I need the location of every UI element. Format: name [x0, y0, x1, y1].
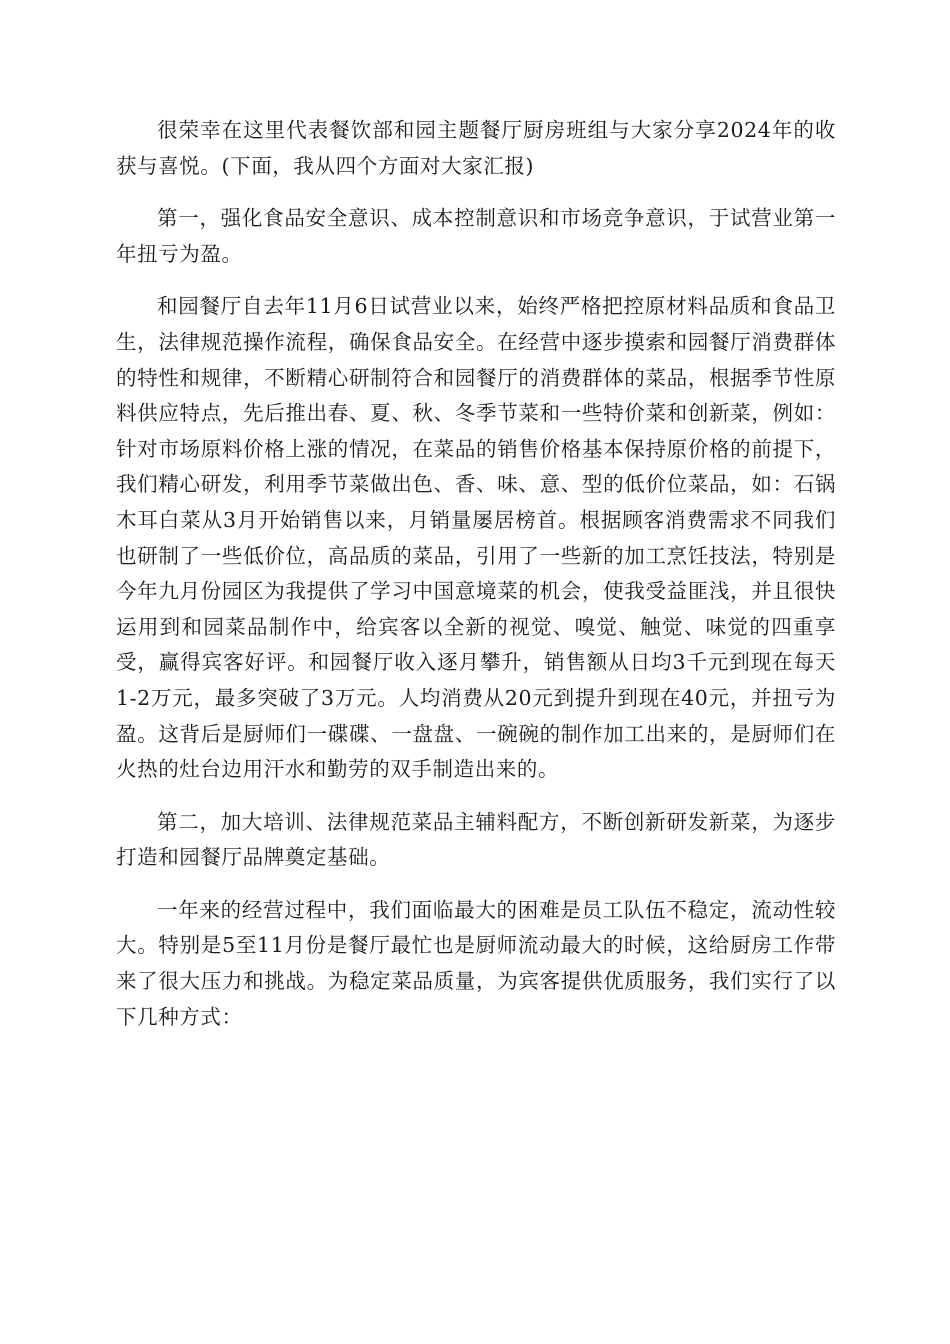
document-body — [116, 113, 836, 1052]
paragraph-point-one-body: 和园餐厅自去年11月6日试营业以来，始终严格把控原材料品质和食品卫生，法律规范操作流程，确保食品安全。在经营中逐步摸索和园餐厅消费群体的特性和规律，不断精心研制符合和园餐厅的消费群体的菜品，根据季节性原料供应特点，先后推出春、夏、秋、冬季节菜和一些特价菜和创新菜，例如：针对市场原料价格上涨的情况，在菜品的销售价格基本保持原价格的前提下，我们精心研发，利用季节菜做出色、香、味、意、型的低价位菜品，如：石锅木耳白菜从3月开始销售以来，月销量屡居榜首。根据顾客消费需求不同我们也研制了一些低价位，高品质的菜品，引用了一些新的加工烹饪技法，特别是今年九月份园区为我提供了学习中国意境菜的机会，使我受益匪浅，并且很快运用到和园菜品制作中，给宾客以全新的视觉、嗅觉、触觉、味觉的四重享受，赢得宾客好评。和园餐厅收入逐月攀升，销售额从日均3千元到现在每天1-2万元，最多突破了3万元。人均消费从20元到提升到现在40元，并扭亏为盈。这背后是厨师们一碟碟、一盘盘、一碗碗的制作加工出来的，是厨师们在火热的灶台边用汗水和勤劳的双手制造出来的。 — [116, 294, 836, 782]
paragraph-intro: 很荣幸在这里代表餐饮部和园主题餐厅厨房班组与大家分享2024年的收获与喜悦。(下面，我从四个方面对大家汇报) — [116, 118, 836, 178]
paragraph-point-two-heading: 第二，加大培训、法律规范菜品主辅料配方，不断创新研发新菜，为逐步打造和园餐厅品牌奠定基础。 — [116, 809, 836, 870]
paragraph-point-two-body: 一年来的经营过程中，我们面临最大的困难是员工队伍不稳定，流动性较大。特别是5至11月份是餐厅最忙也是厨师流动最大的时候，这给厨房工作带来了很大压力和挑战。为稳定菜品质量，为宾客提供优质服务，我们实行了以下几种方式： — [116, 897, 836, 1029]
paragraph-point-one-heading: 第一，强化食品安全意识、成本控制意识和市场竞争意识，于试营业第一年扭亏为盈。 — [116, 206, 836, 266]
